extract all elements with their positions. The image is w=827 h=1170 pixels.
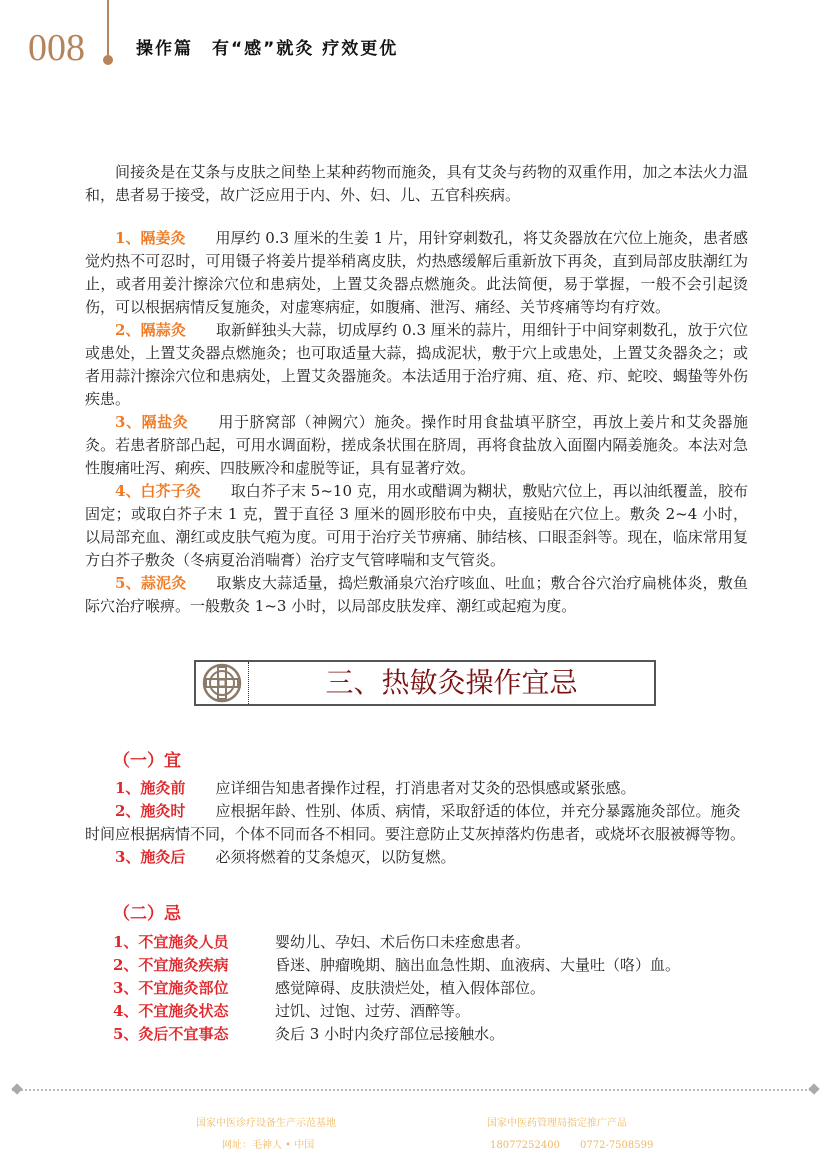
header-divider: [107, 0, 109, 58]
yi-text: 应详细告知患者操作过程，打消患者对艾灸的恐惧感或紧张感。: [215, 779, 636, 797]
method-label: 2、隔蒜灸: [115, 321, 186, 339]
ji-text: 过饥、过饱、过劳、酒醉等。: [275, 1002, 471, 1020]
footer-left-line1: 国家中医诊疗设备生产示范基地: [196, 1118, 336, 1129]
ji-label: 5、灸后不宜事态: [113, 1025, 229, 1043]
ji-item: [113, 1000, 680, 1023]
ji-label: 4、不宜施灸状态: [113, 1002, 229, 1020]
ji-heading: （二）忌: [113, 904, 181, 924]
method-label: 3、隔盐灸: [115, 413, 189, 431]
page-number: 008: [28, 27, 85, 69]
ji-item: [113, 954, 680, 977]
method-item: [85, 572, 748, 618]
yi-list: [85, 777, 748, 869]
diamond-icon: [11, 1083, 22, 1094]
method-item: [85, 411, 748, 480]
lattice-ornament-icon: [196, 662, 249, 704]
method-text: 用于脐窝部（神阙穴）施灸。操作时用食盐填平脐空，再放上姜片和艾灸器施灸。若患者脐部凸起，可用水调面粉，搓成条状围在脐周，再将食盐放入面圈内隔姜施灸。本法对急性腹痛吐泻、痢疾、四肢厥冷和虚脱等证，具有显著疗效。: [85, 413, 748, 477]
diamond-icon: [808, 1083, 819, 1094]
header-dot: [103, 55, 113, 65]
ji-text: 昏迷、肿瘤晚期、脑出血急性期、血液病、大量吐（咯）血。: [275, 956, 681, 974]
yi-text: 必须将燃着的艾条熄灭，以防复燃。: [215, 848, 456, 866]
header-title: 操作篇 有“感”就灸 疗效更优: [136, 39, 399, 59]
method-item: [85, 319, 748, 411]
method-text: 取紫皮大蒜适量，捣烂敷涌泉穴治疗咳血、吐血；敷合谷穴治疗扁桃体炎，敷鱼际穴治疗喉痹。一般敷灸 1~3 小时，以局部皮肤发痒、潮红或起疱为度。: [85, 574, 748, 615]
footer-right-line2: 18077252400 0772-7508599: [490, 1140, 654, 1151]
section-title: 三、热敏灸操作宜忌: [325, 666, 578, 699]
footer-left-line2: 网址：毛神人 • 中国: [222, 1140, 315, 1151]
ji-text: 感觉障碍、皮肤溃烂处，植入假体部位。: [275, 979, 546, 997]
methods-list: [85, 227, 748, 618]
method-text: 取新鲜独头大蒜，切成厚约 0.3 厘米的蒜片，用细针于中间穿刺数孔，放于穴位或患处，上置艾灸器点燃施灸；也可取适量大蒜，捣成泥状，敷于穴上或患处，上置艾灸器灸之；或者用蒜汁擦涂穴位和患病处，上置艾灸器施灸。本法适用于治疗痈、疽、疮、疖、蛇咬、蝎蛰等外伤疾患。: [85, 321, 749, 408]
yi-item: [85, 800, 748, 846]
yi-label: 3、施灸后: [115, 848, 186, 866]
yi-item: [85, 846, 748, 869]
intro-text: 间接灸是在艾条与皮肤之间垫上某种药物而施灸，具有艾灸与药物的双重作用，加之本法火力温和，患者易于接受，故广泛应用于内、外、妇、儿、五官科疾病。: [85, 163, 748, 204]
ji-label: 1、不宜施灸人员: [113, 933, 229, 951]
yi-label: 2、施灸时: [115, 802, 186, 820]
intro-paragraph: [85, 161, 748, 207]
yi-label: 1、施灸前: [115, 779, 186, 797]
yi-item: [85, 777, 748, 800]
ji-label: 2、不宜施灸疾病: [113, 956, 229, 974]
ji-list: [113, 931, 680, 1046]
section-banner: [194, 660, 656, 706]
footer-divider: [12, 1089, 815, 1091]
ji-text: 灸后 3 小时内灸疗部位忌接触水。: [275, 1025, 505, 1043]
ji-text: 婴幼儿、孕妇、术后伤口未痊愈患者。: [275, 933, 531, 951]
yi-text: 应根据年龄、性别、体质、病情，采取舒适的体位，并充分暴露施灸部位。施灸时间应根据病情不同，个体不同而各不相同。要注意防止艾灰掉落灼伤患者，或烧坏衣服被褥等物。: [85, 802, 746, 843]
method-text: 取白芥子末 5~10 克，用水或醋调为糊状，敷贴穴位上，再以油纸覆盖，胶布固定；或取白芥子末 1 克，置于直径 3 厘米的圆形胶布中央，直接贴在穴位上。敷灸 2~4 小时，以局部充血、潮红或皮肤气疱为度。可用于治疗关节痹痛、肺结核、口眼歪斜等。现在，临床常用复方白芥子敷灸（冬病夏治消喘膏）治疗支气管哮喘和支气管炎。: [85, 482, 748, 569]
method-label: 4、白芥子灸: [115, 482, 201, 500]
yi-heading: （一）宜: [113, 751, 181, 771]
method-item: [85, 227, 748, 319]
ji-label: 3、不宜施灸部位: [113, 979, 229, 997]
ji-item: [113, 1023, 680, 1046]
method-label: 1、隔姜灸: [115, 229, 186, 247]
method-text: 用厚约 0.3 厘米的生姜 1 片，用针穿刺数孔，将艾灸器放在穴位上施灸，患者感觉灼热不可忍时，可用镊子将姜片提举稍离皮肤，灼热感缓解后重新放下再灸，直到局部皮肤潮红为止，或者用姜汁擦涂穴位和患病处，上置艾灸器点燃施灸。此法简便，易于掌握，一般不会引起烫伤，可以根据病情反复施灸，对虚寒病症，如腹痛、泄泻、痛经、关节疼痛等均有疗效。: [85, 229, 748, 316]
method-item: [85, 480, 748, 572]
ji-item: [113, 931, 680, 954]
method-label: 5、蒜泥灸: [115, 574, 187, 592]
footer-right-line1: 国家中医药管理局指定推广产品: [487, 1118, 627, 1129]
ji-item: [113, 977, 680, 1000]
